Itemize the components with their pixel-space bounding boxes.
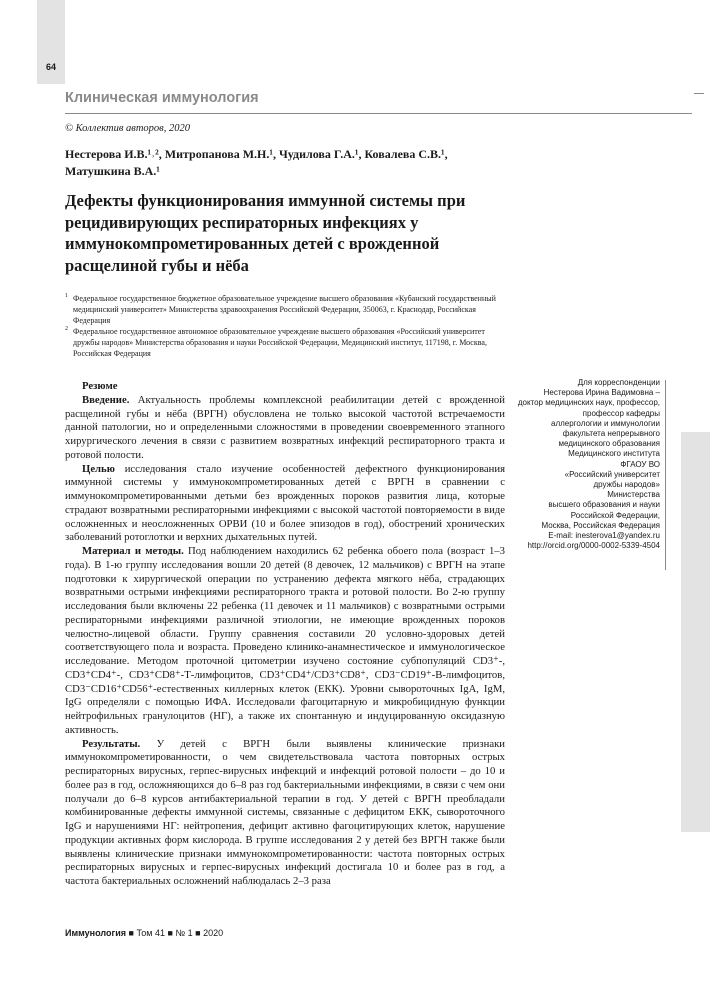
correspondence-rule <box>665 380 666 570</box>
correspondence-line: Для корреспонденции <box>577 378 660 387</box>
affiliation-text: Федеральное государственное автономное образовательное учреждение высшего образования «Российский университет дружбы народов» Министерства образования и науки Российской Федерации, Медицинский институт, 117198, г. Москва, Российская Федерация <box>73 327 487 358</box>
footer-volume: Том 41 <box>136 928 165 938</box>
affiliation-2 <box>65 326 510 359</box>
footer-issue: № 1 <box>175 928 193 938</box>
footer-separator: ■ <box>195 928 201 938</box>
aim-label: Целью <box>82 462 115 475</box>
correspondence-line: профессор кафедры <box>582 408 660 418</box>
correspondence-line: Нестерова Ирина Вадимовна – <box>543 388 660 398</box>
authors-line-2: Матушкина В.А.¹ <box>65 164 160 178</box>
correspondence-block <box>497 378 660 551</box>
article-title: Дефекты функционирования иммунной системы при рецидивирующих респираторных инфекциях у иммунокомпрометированных детей с врожденной расщелиной губы и нёба <box>65 191 466 275</box>
abstract <box>65 380 505 889</box>
abstract-results <box>65 738 505 889</box>
correspondence-email[interactable]: E-mail: inesterova1@yandex.ru <box>548 531 660 541</box>
abstract-aim <box>65 463 505 546</box>
results-text: У детей с ВРГН были выявлены клинические признаки иммунокомпрометированности, о чем свидетельствовала частота повторных острых респираторных вирусных, герпес-вирусных инфекций и инфекций ротовой полости – до 10 и более раз в год, осложняющихся до 6–8 раз год бактериальными инфекциями, в связи с чем они получали до 6–8 курсов антибактериальной терапии в год. У детей с ВРГН преобладали комбинированные дефекты иммунной системы, связанные с дефицитом ЕКК, сывороточного IgG и нарушениями НГ: нейтропения, дефицит активно фагоцитирующих клеток, нарушение продукции активных форм кислорода. В группе исследования 2 у детей без ВРГН также были выявлены клинические признаки иммунокомпрометированности: частота повторных острых респираторных вирусных и герпес-вирусных инфекций достигала 10 и более раз в год, а частота бактериальных осложнений наблюдалась 2–3 раза <box>65 737 505 887</box>
correspondence-line: «Российский университет <box>564 469 660 479</box>
footer-journal: Иммунология <box>65 928 127 938</box>
introduction-text: Актуальность проблемы комплексной реабилитации детей с врожденной расщелиной губы и нёба (ВРГН) обусловлена не только высокой частотой встречаемости данной патологии, но и определенными сложностями в проведении своевременного этапного хирургического лечения в связи с развитием возвратных инфекций респираторного тракта и ротовой полости. <box>65 393 505 461</box>
methods-label: Материал и методы. <box>82 545 184 557</box>
footer-separator: ■ <box>128 928 134 938</box>
correspondence-line: доктор медицинских наук, профессор, <box>517 398 660 408</box>
affiliation-1 <box>65 293 510 326</box>
section-side-tab <box>681 432 710 832</box>
correspondence-line: высшего образования и науки <box>548 500 660 510</box>
correspondence-line: Министерства <box>607 490 660 500</box>
introduction-label: Введение. <box>82 393 130 406</box>
affiliation-number: 1 <box>65 293 68 299</box>
methods-text: Под наблюдением находились 62 ребенка обоего пола (возраст 1–3 года). В 1-ю группу исследования вошли 20 детей (8 девочек, 12 мальчиков) с ВРГН на этапе подготовки к хирургической операции по устранению дефекта мягкого нёба, страдающих возвратными острыми инфекциями респираторного тракта и ротовой полости. Во 2-ю группу исследования были включены 22 ребенка (11 девочек и 11 мальчиков) с возвратными острыми респираторными инфекциями различной этиологии, не имеющие врожденных пороков челюстно-лицевой области. Группу сравнения составили 20 условно-здоровых детей соответствующего пола и возраста. Проведено клинико-анамнестическое и иммунологическое исследование. Методом проточной цитометрии изучено состояние субпопуляций CD3⁺-, CD3⁺CD4⁺-, CD3⁺CD8⁺-Т-лимфоцитов, CD3⁺CD4⁺/CD3⁺CD8⁺, CD3⁻CD19⁺-В-лимфоцитов, CD3⁻CD16⁺CD56⁺-естественных киллерных клеток (ЕКК). Уровни сывороточных IgA, IgM, IgG определяли с помощью ИФА. Исследовали фагоцитарную и микробицидную функции нейтрофильных гранулоцитов (НГ), а также их спонтанную и индуцированную оксидазную активность. <box>65 545 505 736</box>
aim-text: исследования стало изучение особенностей дефектного функционирования иммунной системы у иммунокомпрометированных детей с ВРГН в сравнении с иммунокомпрометированными детьми без врожденных пороков развития лица, которые страдают возвратными респираторными инфекциями с высокой частотой повторяемости в виде осложненных и неосложненных ОРВИ (10 и более эпизодов в год), обострений хронических заболеваний ротоглотки и верхних дыхательных путей. <box>65 462 505 544</box>
correspondence-line: дружбы народов» <box>593 480 660 490</box>
abstract-introduction <box>65 394 505 463</box>
footer-separator: ■ <box>167 928 173 938</box>
correspondence-line: ФГАОУ ВО <box>620 459 660 469</box>
affiliation-number: 2 <box>65 326 68 332</box>
correspondence-line: Москва, Российская Федерация <box>541 520 660 530</box>
results-label: Результаты. <box>82 737 141 750</box>
page-number: 64 <box>45 62 56 72</box>
correspondence-orcid-link[interactable]: http://orcid.org/0000-0002-5339-4504 <box>527 541 660 551</box>
header-mark <box>694 93 704 94</box>
authors <box>65 146 505 180</box>
footer-year: 2020 <box>203 928 224 938</box>
affiliation-text: Федеральное государственное бюджетное образовательное учреждение высшего образования «Кубанский государственный медицинский университет» Министерства здравоохранения Российской Федерации, 350063, г. Краснодар, Российская Федерация <box>73 294 496 325</box>
correspondence-line: медицинского образования <box>558 439 660 449</box>
correspondence-line: факультета непрерывного <box>562 429 660 439</box>
header-rule <box>65 113 692 114</box>
correspondence-line: Медицинского института <box>568 449 660 459</box>
affiliations <box>65 293 510 359</box>
page-footer <box>65 928 223 938</box>
correspondence-line: аллергологии и иммунологии <box>551 418 660 428</box>
correspondence-line: Российской Федерации, <box>570 510 660 520</box>
authors-line-1: Нестерова И.В.¹˒², Митропанова М.Н.¹, Чудилова Г.А.¹, Ковалева С.В.¹, <box>65 147 448 161</box>
abstract-heading: Резюме <box>82 380 118 392</box>
copyright-line: © Коллектив авторов, 2020 <box>65 123 190 134</box>
abstract-methods <box>65 545 505 738</box>
journal-section-title: Клиническая иммунология <box>65 90 259 106</box>
